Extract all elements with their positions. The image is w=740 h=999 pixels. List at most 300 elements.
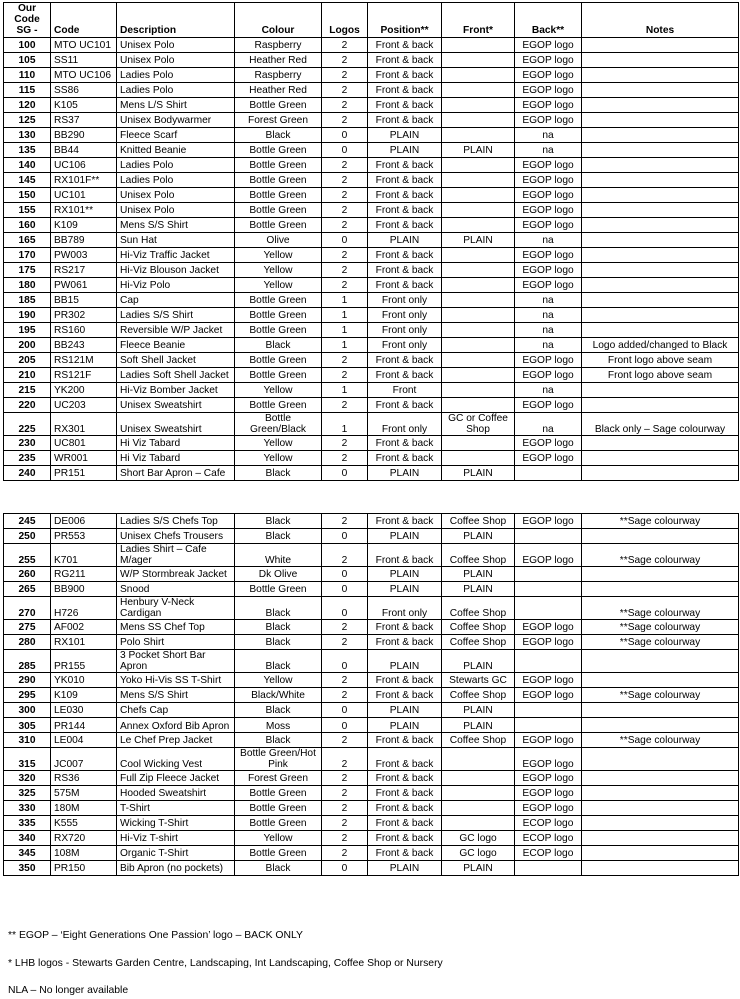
cell-description: Knitted Beanie [117, 143, 235, 158]
table-row [4, 278, 739, 293]
cell-back: EGOP logo [515, 786, 582, 801]
cell-sg: 330 [4, 801, 51, 816]
cell-back: EGOP logo [515, 173, 582, 188]
cell-position: Front [368, 383, 442, 398]
cell-notes: Logo added/changed to Black [582, 338, 739, 353]
cell-notes [582, 466, 739, 481]
cell-sg: 295 [4, 688, 51, 703]
cell-sg: 320 [4, 771, 51, 786]
cell-front [442, 308, 515, 323]
cell-logos: 2 [322, 635, 368, 650]
cell-code: 180M [51, 801, 117, 816]
cell-logos: 2 [322, 113, 368, 128]
cell-back [515, 567, 582, 582]
cell-logos: 2 [322, 278, 368, 293]
cell-description: Organic T-Shirt [117, 846, 235, 861]
cell-colour: Bottle Green [235, 293, 322, 308]
cell-logos: 1 [322, 323, 368, 338]
cell-sg: 265 [4, 582, 51, 597]
cell-colour: Yellow [235, 263, 322, 278]
cell-notes [582, 203, 739, 218]
cell-position: Front & back [368, 263, 442, 278]
table-row [4, 635, 739, 650]
cell-front: GC or Coffee Shop [442, 413, 515, 436]
cell-colour: Yellow [235, 831, 322, 846]
cell-position: Front & back [368, 113, 442, 128]
cell-back: EGOP logo [515, 801, 582, 816]
cell-description: Bib Apron (no pockets) [117, 861, 235, 876]
cell-description: Fleece Scarf [117, 128, 235, 143]
cell-colour: Bottle Green [235, 308, 322, 323]
cell-back: EGOP logo [515, 451, 582, 466]
cell-colour: Forest Green [235, 771, 322, 786]
table-row [4, 846, 739, 861]
cell-colour: Bottle Green [235, 816, 322, 831]
cell-notes [582, 173, 739, 188]
table-row [4, 323, 739, 338]
cell-sg: 125 [4, 113, 51, 128]
cell-position: Front & back [368, 771, 442, 786]
table-row [4, 413, 739, 436]
cell-front [442, 368, 515, 383]
cell-position: PLAIN [368, 718, 442, 733]
cell-position: Front & back [368, 278, 442, 293]
cell-back: EGOP logo [515, 544, 582, 567]
cell-sg: 270 [4, 597, 51, 620]
table-row [4, 816, 739, 831]
cell-sg: 105 [4, 53, 51, 68]
cell-position: Front only [368, 338, 442, 353]
cell-position: Front & back [368, 733, 442, 748]
cell-back [515, 861, 582, 876]
table-row [4, 173, 739, 188]
cell-front: PLAIN [442, 143, 515, 158]
cell-notes [582, 748, 739, 771]
table-row [4, 861, 739, 876]
table-row [4, 597, 739, 620]
table-row [4, 143, 739, 158]
cell-code: RS37 [51, 113, 117, 128]
cell-front [442, 801, 515, 816]
cell-sg: 185 [4, 293, 51, 308]
cell-front [442, 771, 515, 786]
table-row [4, 688, 739, 703]
cell-code: RS121M [51, 353, 117, 368]
cell-notes [582, 529, 739, 544]
cell-logos: 2 [322, 98, 368, 113]
cell-description: Snood [117, 582, 235, 597]
cell-description: T-Shirt [117, 801, 235, 816]
cell-code: UC106 [51, 158, 117, 173]
cell-notes: Front logo above seam [582, 353, 739, 368]
header-code: Code [51, 3, 117, 38]
cell-code: BB44 [51, 143, 117, 158]
cell-code: K105 [51, 98, 117, 113]
cell-front [442, 436, 515, 451]
cell-logos: 1 [322, 383, 368, 398]
table-row [4, 338, 739, 353]
cell-back [515, 650, 582, 673]
cell-back: EGOP logo [515, 278, 582, 293]
cell-logos: 2 [322, 786, 368, 801]
cell-description: Ladies Shirt – Cafe M/ager [117, 544, 235, 567]
cell-code: BB900 [51, 582, 117, 597]
cell-colour: Black [235, 861, 322, 876]
cell-logos: 2 [322, 846, 368, 861]
cell-front [442, 68, 515, 83]
cell-description: Unisex Polo [117, 203, 235, 218]
cell-colour: Bottle Green [235, 158, 322, 173]
cell-code: H726 [51, 597, 117, 620]
cell-description: Mens S/S Shirt [117, 218, 235, 233]
cell-position: Front & back [368, 98, 442, 113]
cell-logos: 2 [322, 620, 368, 635]
cell-sg: 155 [4, 203, 51, 218]
cell-notes: **Sage colourway [582, 688, 739, 703]
cell-logos: 2 [322, 218, 368, 233]
cell-code: K555 [51, 816, 117, 831]
cell-colour: Black [235, 620, 322, 635]
cell-logos: 0 [322, 861, 368, 876]
cell-back [515, 718, 582, 733]
cell-description: Yoko Hi-Vis SS T-Shirt [117, 673, 235, 688]
cell-back: EGOP logo [515, 733, 582, 748]
cell-notes [582, 308, 739, 323]
cell-code: BB243 [51, 338, 117, 353]
cell-logos: 2 [322, 353, 368, 368]
cell-description: Hi Viz Tabard [117, 436, 235, 451]
cell-logos: 2 [322, 173, 368, 188]
cell-position: PLAIN [368, 703, 442, 718]
cell-position: Front & back [368, 846, 442, 861]
cell-description: Cool Wicking Vest [117, 748, 235, 771]
cell-description: Le Chef Prep Jacket [117, 733, 235, 748]
cell-code: MTO UC106 [51, 68, 117, 83]
cell-position: Front & back [368, 248, 442, 263]
cell-colour: Bottle Green [235, 353, 322, 368]
cell-sg: 280 [4, 635, 51, 650]
cell-description: Ladies S/S Shirt [117, 308, 235, 323]
cell-logos: 2 [322, 158, 368, 173]
cell-position: Front only [368, 323, 442, 338]
table-row [4, 451, 739, 466]
cell-position: Front only [368, 308, 442, 323]
cell-sg: 230 [4, 436, 51, 451]
cell-front: PLAIN [442, 567, 515, 582]
cell-back: EGOP logo [515, 436, 582, 451]
cell-position: Front & back [368, 620, 442, 635]
cell-front: GC logo [442, 831, 515, 846]
header-back: Back** [515, 3, 582, 38]
cell-position: PLAIN [368, 529, 442, 544]
table-header-row [4, 3, 739, 38]
cell-logos: 0 [322, 582, 368, 597]
cell-sg: 110 [4, 68, 51, 83]
cell-sg: 140 [4, 158, 51, 173]
cell-front: Coffee Shop [442, 544, 515, 567]
cell-back: EGOP logo [515, 53, 582, 68]
table-row [4, 544, 739, 567]
cell-logos: 2 [322, 673, 368, 688]
cell-sg: 120 [4, 98, 51, 113]
cell-notes [582, 263, 739, 278]
cell-code: YK200 [51, 383, 117, 398]
cell-description: Henbury V-Neck Cardigan [117, 597, 235, 620]
cell-colour: Yellow [235, 673, 322, 688]
header-front: Front* [442, 3, 515, 38]
cell-position: PLAIN [368, 128, 442, 143]
cell-notes [582, 248, 739, 263]
cell-code: K701 [51, 544, 117, 567]
cell-notes [582, 673, 739, 688]
cell-front [442, 113, 515, 128]
cell-logos: 1 [322, 293, 368, 308]
cell-description: Unisex Sweatshirt [117, 398, 235, 413]
cell-front: Coffee Shop [442, 688, 515, 703]
cell-notes: Black only – Sage colourway [582, 413, 739, 436]
cell-notes [582, 128, 739, 143]
garment-table-main [3, 2, 739, 481]
cell-back: EGOP logo [515, 673, 582, 688]
cell-colour: Raspberry [235, 68, 322, 83]
cell-description: Ladies Polo [117, 83, 235, 98]
cell-position: Front & back [368, 173, 442, 188]
cell-colour: Yellow [235, 383, 322, 398]
cell-description: Mens S/S Shirt [117, 688, 235, 703]
cell-colour: Yellow [235, 436, 322, 451]
cell-notes [582, 278, 739, 293]
cell-code: PR151 [51, 466, 117, 481]
cell-position: Front & back [368, 544, 442, 567]
cell-position: PLAIN [368, 567, 442, 582]
cell-sg: 290 [4, 673, 51, 688]
cell-back: na [515, 143, 582, 158]
cell-front [442, 188, 515, 203]
cell-code: RX101 [51, 635, 117, 650]
cell-back: EGOP logo [515, 218, 582, 233]
cell-colour: Black [235, 514, 322, 529]
cell-sg: 170 [4, 248, 51, 263]
cell-description: Mens SS Chef Top [117, 620, 235, 635]
table-row [4, 567, 739, 582]
cell-description: Hi-Viz Blouson Jacket [117, 263, 235, 278]
table-row [4, 801, 739, 816]
cell-colour: Bottle Green [235, 98, 322, 113]
cell-front [442, 128, 515, 143]
cell-code: PR150 [51, 861, 117, 876]
cell-logos: 0 [322, 466, 368, 481]
cell-sg: 310 [4, 733, 51, 748]
table-row [4, 233, 739, 248]
cell-front [442, 248, 515, 263]
cell-sg: 250 [4, 529, 51, 544]
cell-back [515, 529, 582, 544]
cell-back: EGOP logo [515, 353, 582, 368]
cell-notes [582, 801, 739, 816]
cell-logos: 2 [322, 248, 368, 263]
table-row [4, 620, 739, 635]
cell-back [515, 597, 582, 620]
cell-logos: 0 [322, 650, 368, 673]
cell-description: Fleece Beanie [117, 338, 235, 353]
cell-colour: Olive [235, 233, 322, 248]
cell-notes [582, 786, 739, 801]
table-row [4, 466, 739, 481]
table-row [4, 650, 739, 673]
cell-sg: 235 [4, 451, 51, 466]
cell-sg: 325 [4, 786, 51, 801]
cell-sg: 190 [4, 308, 51, 323]
table-row [4, 383, 739, 398]
cell-back: EGOP logo [515, 514, 582, 529]
table-row [4, 158, 739, 173]
cell-description: Full Zip Fleece Jacket [117, 771, 235, 786]
cell-colour: Moss [235, 718, 322, 733]
garment-table-continued [3, 513, 739, 876]
cell-front: Coffee Shop [442, 597, 515, 620]
cell-notes [582, 771, 739, 786]
cell-code: WR001 [51, 451, 117, 466]
cell-description: Hi Viz Tabard [117, 451, 235, 466]
cell-description: Hi-Viz Bomber Jacket [117, 383, 235, 398]
cell-back: EGOP logo [515, 263, 582, 278]
cell-sg: 210 [4, 368, 51, 383]
cell-sg: 340 [4, 831, 51, 846]
table-row [4, 68, 739, 83]
cell-code: YK010 [51, 673, 117, 688]
cell-notes [582, 158, 739, 173]
cell-logos: 2 [322, 514, 368, 529]
cell-front: GC logo [442, 846, 515, 861]
cell-colour: Dk Olive [235, 567, 322, 582]
header-sg: Our Code SG - [4, 3, 51, 38]
cell-notes [582, 703, 739, 718]
cell-position: Front & back [368, 188, 442, 203]
cell-sg: 300 [4, 703, 51, 718]
cell-logos: 0 [322, 128, 368, 143]
cell-position: PLAIN [368, 143, 442, 158]
cell-notes [582, 383, 739, 398]
cell-logos: 2 [322, 188, 368, 203]
table-row [4, 203, 739, 218]
table-row [4, 308, 739, 323]
table-row [4, 733, 739, 748]
cell-sg: 130 [4, 128, 51, 143]
cell-back: EGOP logo [515, 748, 582, 771]
cell-front [442, 98, 515, 113]
cell-back: ECOP logo [515, 846, 582, 861]
cell-logos: 0 [322, 233, 368, 248]
cell-back: na [515, 293, 582, 308]
cell-colour: Bottle Green [235, 173, 322, 188]
cell-colour: Bottle Green [235, 846, 322, 861]
cell-code: UC203 [51, 398, 117, 413]
cell-colour: Bottle Green [235, 398, 322, 413]
cell-front [442, 786, 515, 801]
cell-position: PLAIN [368, 650, 442, 673]
cell-colour: Yellow [235, 248, 322, 263]
cell-sg: 275 [4, 620, 51, 635]
header-colour: Colour [235, 3, 322, 38]
cell-front [442, 293, 515, 308]
cell-colour: Black/White [235, 688, 322, 703]
cell-code: K109 [51, 218, 117, 233]
table-row [4, 98, 739, 113]
cell-notes: **Sage colourway [582, 514, 739, 529]
cell-front: Stewarts GC [442, 673, 515, 688]
cell-position: Front only [368, 293, 442, 308]
cell-back: EGOP logo [515, 98, 582, 113]
cell-colour: Bottle Green/Hot Pink [235, 748, 322, 771]
table-row [4, 353, 739, 368]
cell-logos: 1 [322, 338, 368, 353]
cell-sg: 135 [4, 143, 51, 158]
cell-front: PLAIN [442, 233, 515, 248]
cell-position: Front & back [368, 831, 442, 846]
cell-colour: Yellow [235, 451, 322, 466]
cell-colour: Raspberry [235, 38, 322, 53]
cell-notes [582, 816, 739, 831]
table-body-continued [4, 514, 739, 876]
table-row [4, 529, 739, 544]
cell-position: Front & back [368, 368, 442, 383]
cell-position: Front & back [368, 688, 442, 703]
cell-colour: White [235, 544, 322, 567]
cell-front [442, 451, 515, 466]
cell-sg: 285 [4, 650, 51, 673]
cell-logos: 2 [322, 544, 368, 567]
cell-code: UC801 [51, 436, 117, 451]
cell-sg: 225 [4, 413, 51, 436]
cell-position: Front only [368, 597, 442, 620]
cell-colour: Bottle Green [235, 203, 322, 218]
cell-colour: Bottle Green/Black [235, 413, 322, 436]
cell-position: Front & back [368, 68, 442, 83]
cell-notes [582, 451, 739, 466]
cell-position: Front & back [368, 514, 442, 529]
cell-description: Ladies Polo [117, 68, 235, 83]
cell-description: 3 Pocket Short Bar Apron [117, 650, 235, 673]
cell-back [515, 582, 582, 597]
cell-notes [582, 846, 739, 861]
cell-colour: Bottle Green [235, 801, 322, 816]
cell-description: Reversible W/P Jacket [117, 323, 235, 338]
cell-description: Unisex Polo [117, 188, 235, 203]
table-row [4, 83, 739, 98]
cell-code: RX101F** [51, 173, 117, 188]
table-body-main [4, 38, 739, 481]
cell-notes [582, 831, 739, 846]
table-row [4, 771, 739, 786]
cell-position: Front & back [368, 53, 442, 68]
cell-front: PLAIN [442, 529, 515, 544]
cell-description: Chefs Cap [117, 703, 235, 718]
cell-front [442, 83, 515, 98]
cell-logos: 2 [322, 436, 368, 451]
cell-logos: 2 [322, 816, 368, 831]
cell-sg: 335 [4, 816, 51, 831]
table-row [4, 218, 739, 233]
cell-description: Ladies Polo [117, 173, 235, 188]
cell-logos: 2 [322, 451, 368, 466]
cell-back: na [515, 233, 582, 248]
cell-front [442, 383, 515, 398]
cell-position: PLAIN [368, 466, 442, 481]
cell-back: na [515, 323, 582, 338]
table-row [4, 113, 739, 128]
cell-code: PR302 [51, 308, 117, 323]
cell-position: Front & back [368, 158, 442, 173]
